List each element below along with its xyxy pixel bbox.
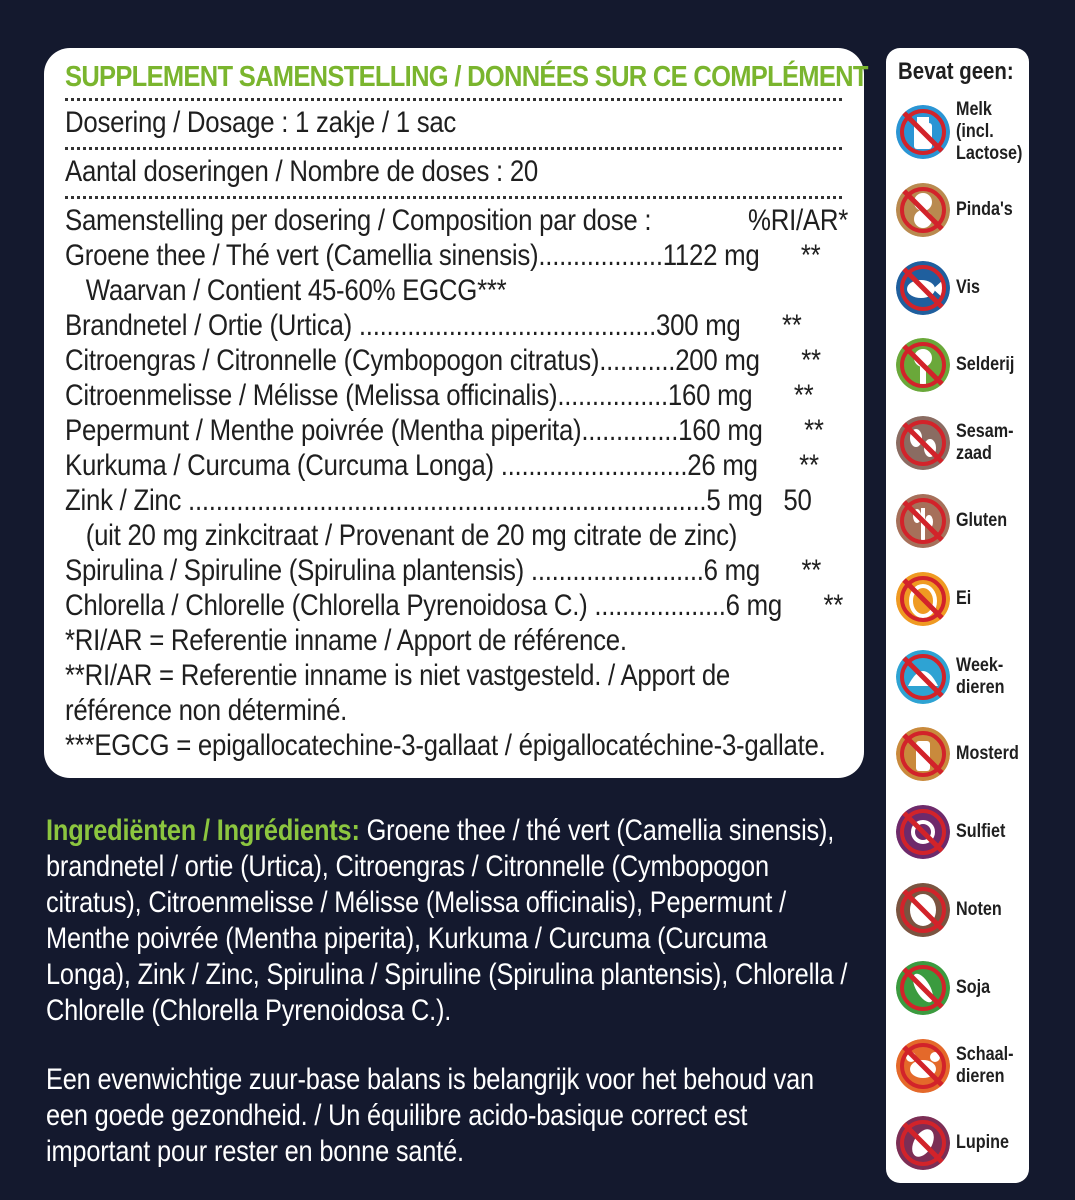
allergen-item bbox=[894, 256, 1026, 320]
composition-row: référence non déterminé. bbox=[65, 694, 348, 727]
composition-row: Samenstelling per dosering / Composition par dose : %RI/AR* bbox=[65, 204, 849, 237]
crab-icon bbox=[896, 1039, 950, 1093]
composition-row: Waarvan / Contient 45-60% EGCG*** bbox=[65, 274, 507, 307]
allergen-label: Mosterd bbox=[956, 743, 1019, 765]
composition-row: Citroengras / Citronnelle (Cymbopogon citratus)...........200 mg ** bbox=[65, 344, 821, 377]
allergen-item bbox=[894, 800, 1026, 864]
composition-row: (uit 20 mg zinkcitraat / Provenant de 20 mg citrate de zinc) bbox=[65, 519, 738, 552]
allergen-item bbox=[894, 956, 1026, 1020]
allergen-item bbox=[894, 1034, 1026, 1098]
allergen-label: Noten bbox=[956, 899, 1002, 920]
composition-row: Groene thee / Thé vert (Camellia sinensis)..................1122 mg ** bbox=[65, 239, 821, 272]
composition-row: ***EGCG = epigallocatechine-3-gallaat / épigallocatéchine-3-gallate. bbox=[65, 729, 826, 762]
allergen-item bbox=[894, 1111, 1026, 1175]
ingredients-text: Groene thee / thé vert (Camellia sinensis), brandnetel / ortie (Urtica), Citroengras / Citronnelle (Cymbopogon citratus), Citroenmelisse / Mélisse (Melissa officinalis), Pepermunt / Menthe poivrée (Mentha piperita), Kurkuma / Curcuma (Curcuma Longa), Zink / Zinc, Spirulina / Spiruline (Spirulina plantensis), Chlorella / Chlorelle (Chlorella Pyrenoidosa C.). bbox=[46, 814, 848, 1027]
allergen-item bbox=[894, 489, 1026, 553]
allergen-label: Week- dieren bbox=[956, 654, 1005, 698]
allergen-label: Ei bbox=[956, 587, 972, 609]
allergen-item bbox=[894, 878, 1026, 942]
fish-icon bbox=[896, 261, 950, 315]
sesame-icon bbox=[896, 416, 950, 470]
sulfite-icon bbox=[896, 805, 950, 859]
allergen-item bbox=[894, 411, 1026, 475]
allergen-item bbox=[894, 722, 1026, 786]
composition-row: Pepermunt / Menthe poivrée (Mentha piperita)..............160 mg ** bbox=[65, 414, 824, 447]
composition-row: Chlorella / Chlorelle (Chlorella Pyrenoidosa C.) ...................6 mg ** bbox=[65, 589, 844, 622]
composition-row: Spirulina / Spiruline (Spirulina plantensis) .........................6 mg ** bbox=[65, 554, 822, 587]
peanut-icon bbox=[896, 183, 950, 237]
panel-title: SUPPLEMENT SAMENSTELLING / DONNÉES SUR CE COMPLÉMENT bbox=[65, 61, 868, 93]
egg-icon bbox=[896, 572, 950, 626]
balance-statement: Een evenwichtige zuur-base balans is belangrijk voor het behoud van een goede gezondheid. / Un équilibre acido-basique correct est important pour rester en bonne santé. bbox=[46, 1063, 814, 1168]
composition-row: Citroenmelisse / Mélisse (Melissa officinalis)................160 mg ** bbox=[65, 379, 814, 412]
allergen-item bbox=[894, 645, 1026, 709]
doses-line: Aantal doseringen / Nombre de doses : 20 bbox=[65, 155, 539, 188]
composition-row: Brandnetel / Ortie (Urtica) ...........................................300 mg ** bbox=[65, 309, 802, 342]
milk-bottle-icon bbox=[896, 105, 950, 159]
nut-icon bbox=[896, 883, 950, 937]
ingredients-paragraph bbox=[46, 813, 857, 1029]
allergen-label: Selderij bbox=[956, 354, 1015, 376]
shell-icon bbox=[896, 650, 950, 704]
allergen-item bbox=[894, 333, 1026, 397]
allergen-item bbox=[894, 567, 1026, 631]
mustard-icon bbox=[896, 727, 950, 781]
allergen-label: Sesam- zaad bbox=[956, 421, 1014, 465]
celery-icon bbox=[896, 338, 950, 392]
composition-list bbox=[65, 203, 849, 763]
allergen-label: Soja bbox=[956, 976, 991, 998]
wheat-icon bbox=[896, 494, 950, 548]
dosage-line: Dosering / Dosage : 1 zakje / 1 sac bbox=[65, 106, 457, 139]
composition-row: Zink / Zinc ...........................................................................5 mg 50 bbox=[65, 484, 812, 517]
supplement-facts-panel bbox=[44, 48, 868, 778]
allergen-label: Sulfiet bbox=[956, 821, 1006, 843]
composition-row: *RI/AR = Referentie inname / Apport de référence. bbox=[65, 624, 627, 657]
allergen-panel-title: Bevat geen: bbox=[898, 58, 1014, 85]
lupine-icon bbox=[896, 1116, 950, 1170]
allergen-item bbox=[894, 100, 1026, 164]
composition-row: Kurkuma / Curcuma (Curcuma Longa) ...........................26 mg ** bbox=[65, 449, 819, 482]
allergen-label: Schaal- dieren bbox=[956, 1043, 1014, 1087]
allergen-label: Lupine bbox=[956, 1132, 1009, 1154]
soy-icon bbox=[896, 961, 950, 1015]
allergen-label: Pinda's bbox=[956, 198, 1013, 220]
composition-row: **RI/AR = Referentie inname is niet vastgesteld. / Apport de bbox=[65, 659, 731, 692]
allergen-label: Gluten bbox=[956, 510, 1008, 531]
allergen-item bbox=[894, 178, 1026, 242]
allergen-label: Vis bbox=[956, 276, 980, 298]
ingredients-heading: Ingrediënten / Ingrédients: bbox=[46, 814, 360, 847]
dotted-divider bbox=[65, 196, 842, 199]
allergen-label: Melk (incl. Lactose) bbox=[956, 99, 1023, 164]
allergen-panel bbox=[886, 48, 1029, 1183]
